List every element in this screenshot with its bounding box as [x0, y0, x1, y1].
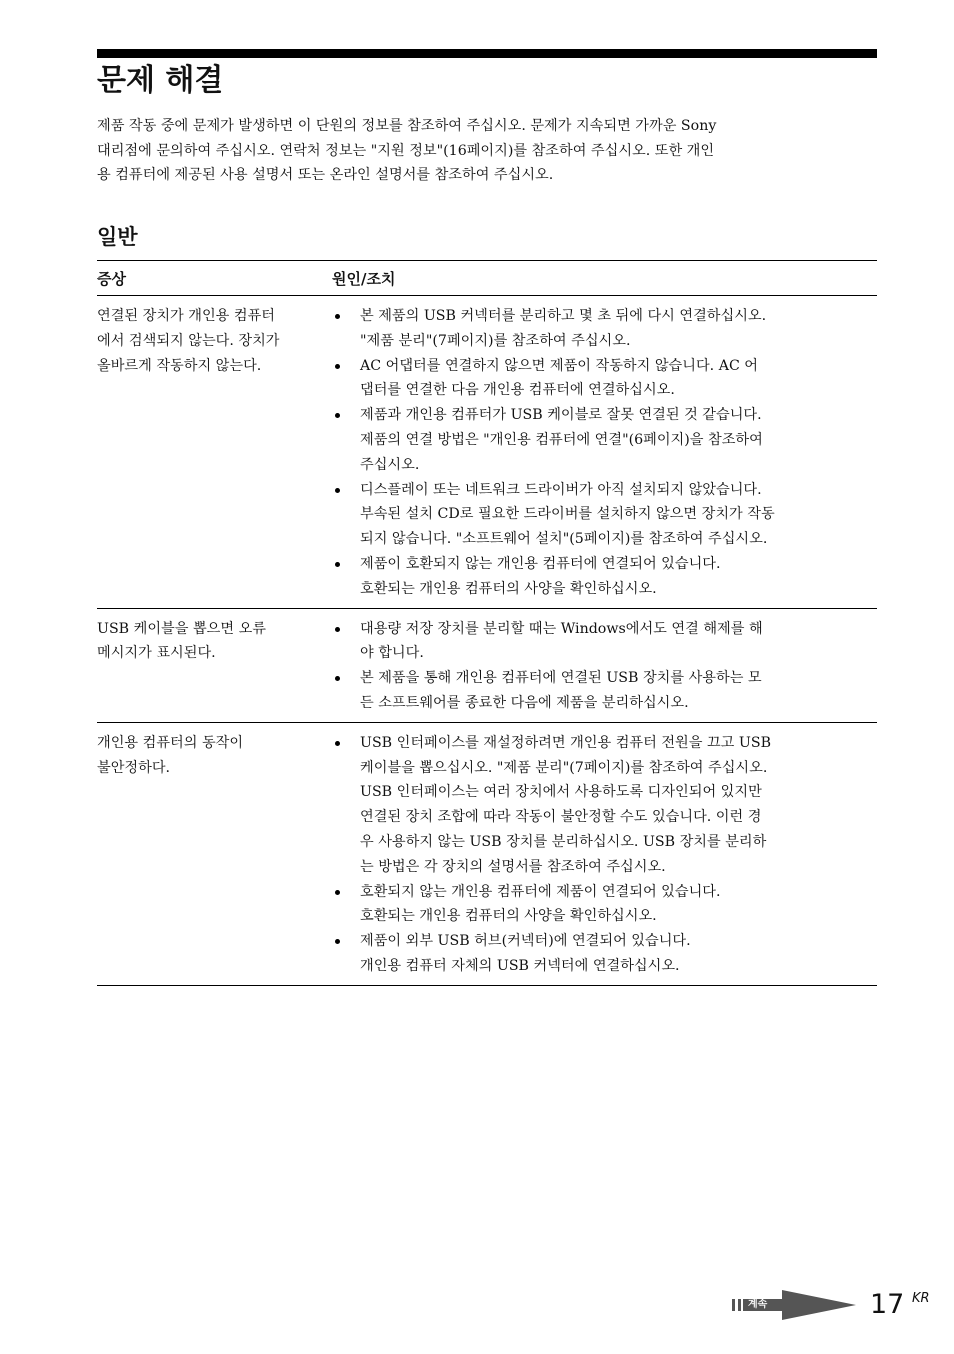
cause-line: 제품의 연결 방법은 "개인용 컴퓨터에 연결"(6페이지)을 참조하여 [360, 431, 763, 448]
cause-item [332, 731, 877, 880]
page-footer [732, 1290, 932, 1326]
symptom-line: 올바르게 작동하지 않는다. [97, 357, 262, 374]
cause-item [332, 478, 877, 552]
page-language-code: KR [912, 1291, 930, 1306]
table-header-row [97, 261, 877, 296]
cause-line: 댑터를 연결한 다음 개인용 컴퓨터에 연결하십시오. [360, 382, 675, 399]
continue-arrow-icon [782, 1290, 856, 1320]
cause-item [332, 617, 877, 667]
table-row [97, 296, 877, 609]
symptom-cell [97, 722, 332, 985]
top-rule [97, 49, 877, 58]
symptom-cell [97, 296, 332, 609]
symptom-line: 개인용 컴퓨터의 동작이 [97, 734, 244, 751]
cause-line: 야 합니다. [360, 645, 424, 662]
cause-line: AC 어댑터를 연결하지 않으면 제품이 작동하지 않습니다. AC 어 [360, 357, 759, 374]
continue-bars-icon [732, 1299, 742, 1311]
cause-line: 제품과 개인용 컴퓨터가 USB 케이블로 잘못 연결된 것 같습니다. [360, 407, 762, 424]
cause-line: 본 제품을 통해 개인용 컴퓨터에 연결된 USB 장치를 사용하는 모 [360, 670, 762, 687]
cause-line: USB 인터페이스는 여러 장치에서 사용하도록 디자인되어 있지만 [360, 784, 762, 801]
cause-line: 대용량 저장 장치를 분리할 때는 Windows에서도 연결 해제를 해 [360, 620, 763, 637]
cause-line: 호환되는 개인용 컴퓨터의 사양을 확인하십시오. [360, 580, 657, 597]
continue-label: 계속 [743, 1299, 783, 1311]
cause-line: 개인용 컴퓨터 자체의 USB 커넥터에 연결하십시오. [360, 957, 680, 974]
cause-cell [332, 608, 877, 722]
cause-list [332, 304, 877, 602]
cause-list [332, 617, 877, 716]
cause-line: 주십시오. [360, 456, 420, 473]
cause-line: 되지 않습니다. "소프트웨어 설치"(5페이지)를 참조하여 주십시오. [360, 531, 768, 548]
page-number: 17 [870, 1289, 905, 1320]
cause-list [332, 731, 877, 979]
cause-line: 케이블을 뽑으십시오. "제품 분리"(7페이지)를 참조하여 주십시오. [360, 759, 768, 776]
cause-line: 연결된 장치 조합에 따라 작동이 불안정할 수도 있습니다. 이런 경 [360, 809, 762, 826]
symptom-line: 에서 검색되지 않는다. 장치가 [97, 332, 280, 349]
intro-line: 용 컴퓨터에 제공된 사용 설명서 또는 온라인 설명서를 참조하여 주십시오. [97, 167, 554, 183]
cause-line: 제품이 호환되지 않는 개인용 컴퓨터에 연결되어 있습니다. [360, 555, 721, 572]
cause-item [332, 666, 877, 716]
cause-item [332, 403, 877, 477]
intro-line: 대리점에 문의하여 주십시오. 연락처 정보는 "지원 정보"(16페이지)를 참조하여 주십시오. 또한 개인 [97, 142, 715, 159]
symptom-line: USB 케이블을 뽑으면 오류 [97, 620, 266, 637]
table-row [97, 722, 877, 985]
cause-line: "제품 분리"(7페이지)를 참조하여 주십시오. [360, 332, 631, 349]
cause-line: 디스플레이 또는 네트워크 드라이버가 아직 설치되지 않았습니다. [360, 481, 762, 498]
symptom-cell [97, 608, 332, 722]
cause-line: 든 소프트웨어를 종료한 다음에 제품을 분리하십시오. [360, 694, 689, 711]
cause-item [332, 929, 877, 979]
symptom-header: 증상 [97, 261, 332, 296]
cause-line: 본 제품의 USB 커넥터를 분리하고 몇 초 뒤에 다시 연결하십시오. [360, 308, 767, 324]
cause-item [332, 354, 877, 404]
cause-cell [332, 722, 877, 985]
cause-header: 원인/조치 [332, 261, 877, 296]
intro-paragraph [97, 114, 877, 188]
cause-item [332, 552, 877, 602]
cause-cell [332, 296, 877, 609]
intro-line: 제품 작동 중에 문제가 발생하면 이 단원의 정보를 참조하여 주십시오. 문제가 지속되면 가까운 Sony [97, 118, 717, 134]
cause-line: 호환되지 않는 개인용 컴퓨터에 제품이 연결되어 있습니다. [360, 883, 721, 900]
cause-line: USB 인터페이스를 재설정하려면 개인용 컴퓨터 전원을 끄고 USB [360, 734, 771, 751]
table-row [97, 608, 877, 722]
cause-line: 우 사용하지 않는 USB 장치를 분리하십시오. USB 장치를 분리하 [360, 833, 767, 850]
symptom-line: 불안정하다. [97, 759, 171, 776]
symptom-line: 메시지가 표시된다. [97, 645, 216, 662]
cause-item [332, 880, 877, 930]
page-title: 문제 해결 [97, 63, 224, 98]
symptom-line: 연결된 장치가 개인용 컴퓨터 [97, 308, 275, 324]
section-heading: 일반 [97, 225, 138, 249]
cause-line: 호환되는 개인용 컴퓨터의 사양을 확인하십시오. [360, 908, 657, 925]
cause-line: 제품이 외부 USB 허브(커넥터)에 연결되어 있습니다. [360, 933, 691, 950]
cause-item [332, 304, 877, 354]
troubleshooting-table [97, 260, 877, 986]
cause-line: 는 방법은 각 장치의 설명서를 참조하여 주십시오. [360, 858, 666, 875]
cause-line: 부속된 설치 CD로 필요한 드라이버를 설치하지 않으면 장치가 작동 [360, 506, 775, 523]
